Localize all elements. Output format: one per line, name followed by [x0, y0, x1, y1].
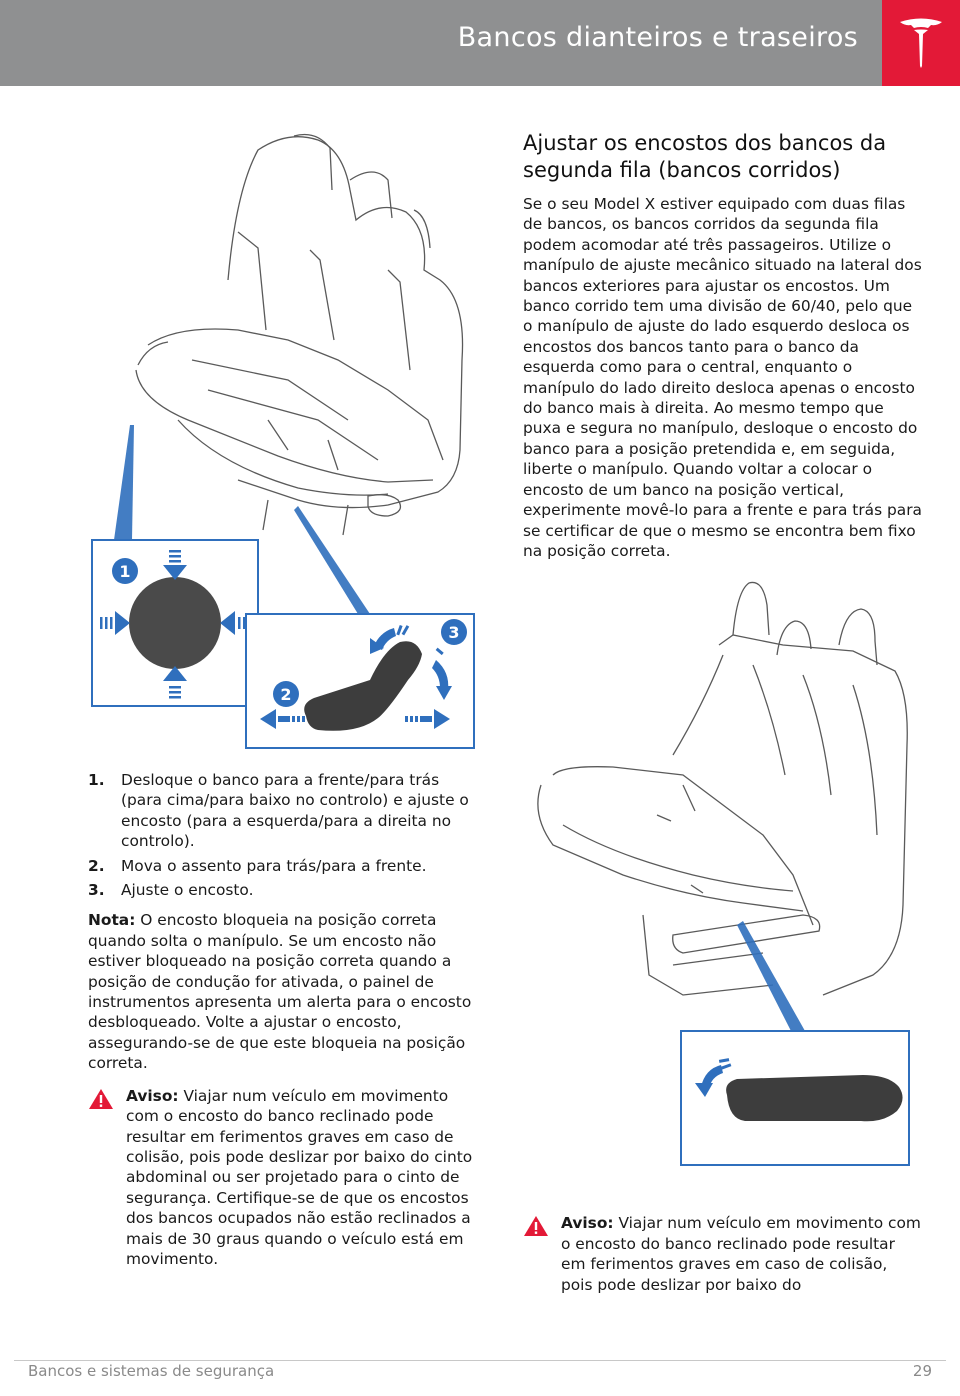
note-text: O encosto bloqueia na posição correta quando solta o manípulo. Se um encosto não estiver bloqueado na posição correta quando a posição de condução for ativada, o painel de instrumentos apresenta um alerta para o encosto desbloqueado. Volte a ajustar o encosto, assegurando-se de que este bloqueia na posição correta.	[88, 911, 472, 1073]
page-number: 29	[912, 1362, 932, 1380]
step-item	[88, 856, 484, 876]
step-number: 3.	[88, 881, 105, 900]
step-text: Desloque o banco para a frente/para trás (para cima/para baixo no controlo) e ajuste o encosto (para a esquerda/para a direita no controlo).	[121, 771, 469, 851]
note-paragraph	[88, 910, 484, 1073]
footer-section: Bancos e sistemas de segurança	[28, 1362, 275, 1380]
footer-divider	[14, 1360, 946, 1361]
recline-lever	[726, 1075, 902, 1121]
steps-list	[88, 770, 484, 900]
warning-icon	[88, 1088, 114, 1110]
step-number: 1.	[88, 771, 105, 789]
page-header	[0, 0, 960, 86]
right-column	[523, 130, 923, 1295]
front-seat-figure	[88, 120, 484, 752]
front-seat-drawing	[136, 135, 463, 536]
callout-3-label: 3	[448, 623, 460, 642]
warning-icon	[523, 1215, 549, 1237]
page-title: Bancos dianteiros e traseiros	[457, 22, 858, 53]
step-text: Ajuste o encosto.	[121, 881, 254, 900]
left-column	[88, 120, 484, 1269]
warning-label: Aviso:	[126, 1086, 179, 1105]
tesla-logo	[882, 0, 960, 86]
tesla-logo-icon	[897, 14, 945, 70]
section-title: Ajustar os encostos dos bancos da segunda fila (bancos corridos)	[523, 131, 887, 182]
step-item	[88, 770, 484, 852]
bench-seat-figure	[523, 575, 919, 1191]
warning-label: Aviso:	[561, 1214, 614, 1233]
bench-seat-drawing	[538, 583, 907, 996]
warning-block	[523, 1213, 923, 1295]
callout-2-label: 2	[280, 685, 292, 704]
callout-1-label: 1	[119, 562, 131, 581]
pointer-beam-3	[737, 921, 805, 1031]
warning-text: Viajar num veículo em movimento com o encosto do banco reclinado pode resultar em ferimentos graves em caso de colisão, pois pode deslizar por baixo do	[561, 1214, 921, 1294]
warning-text-block	[126, 1086, 484, 1270]
step-item	[88, 880, 484, 900]
step-text: Mova o assento para trás/para a frente.	[121, 856, 427, 875]
pointer-beam-1	[114, 425, 134, 540]
note-label: Nota:	[88, 911, 136, 930]
step-number: 2.	[88, 856, 105, 875]
pointer-beam-2	[294, 506, 370, 614]
section-paragraph: Se o seu Model X estiver equipado com duas filas de bancos, os bancos corridos da segunda fila podem acomodar até três passageiros. Utilize o manípulo de ajuste mecânico situado na lateral dos bancos exteriores para ajustar os encostos. Um banco corrido tem uma divisão de 60/40, pelo que o manípulo de ajuste do lado esquerdo desloca os encostos dos bancos tanto para o banco da esquerda como para o central, enquanto o manípulo do lado direito desloca apenas o encosto do banco mais à direita. Ao mesmo tempo que puxa e segura no manípulo, desloque o encosto do banco para a posição pretendida e, em seguida, liberte o manípulo. Quando voltar a colocar o encosto de um banco na posição vertical, experimente movê-lo para a frente e para trás para se certificar de que o mesmo se encontra bem fixo na posição correta.	[523, 195, 922, 560]
joystick-knob	[129, 577, 221, 669]
warning-block	[88, 1086, 484, 1270]
warning-text: Viajar num veículo em movimento com o encosto do banco reclinado pode resultar em ferimentos graves em caso de colisão, pois pode deslizar por baixo do cinto abdominal ou ser projetado para o cinto de segurança. Certifique-se de que os encostos dos bancos ocupados não estão reclinados a mais de 30 graus quando o veículo está em movimento.	[126, 1086, 473, 1268]
warning-text-block	[561, 1213, 923, 1295]
